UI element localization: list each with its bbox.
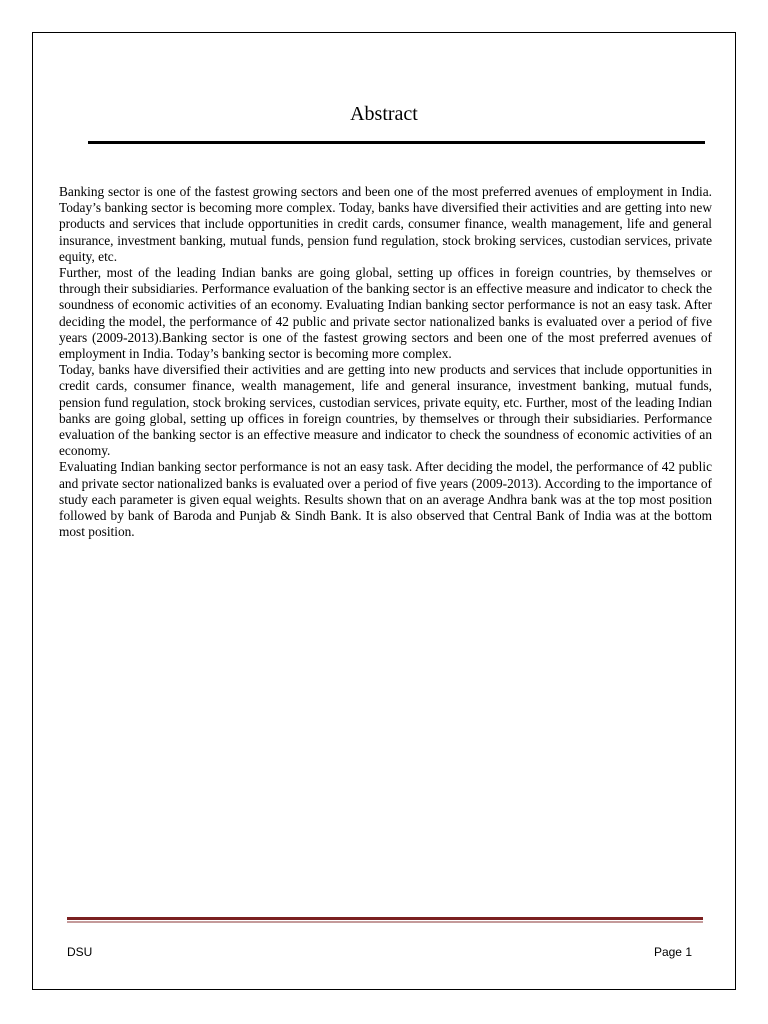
page-title: Abstract — [350, 103, 418, 125]
abstract-paragraph-4: Evaluating Indian banking sector performance is not an easy task. After deciding the model, the performance of 42 public and private sector nationalized banks is evaluated over a period of five years (2009-2013). According to the importance of study each parameter is given equal weights. Results shown that on an average Andhra bank was at the top most position followed by bank of Baroda and Punjab & Sindh Bank. It is also observed that Central Bank of India was at the bottom most position. — [59, 459, 712, 540]
footer-rule — [67, 917, 703, 920]
abstract-paragraph-2: Further, most of the leading Indian banks are going global, setting up offices in foreign countries, by themselves or through their subsidiaries. Performance evaluation of the banking sector is an effective measure and indicator to check the soundness of economic activities of an economy. Evaluating Indian banking sector performance is not an easy task. After deciding the model, the performance of 42 public and private sector nationalized banks is evaluated over a period of five years (2009-2013).Banking sector is one of the fastest growing sectors and been one of the most preferred avenues of employment in India. Today’s banking sector is becoming more complex. — [59, 265, 712, 362]
abstract-paragraph-3: Today, banks have diversified their activities and are getting into new products and services that include opportunities in credit cards, consumer finance, wealth management, life and general insurance, investment banking, mutual funds, pension fund regulation, stock broking services, custodian services, private equity, etc. Further, most of the leading Indian banks are going global, setting up offices in foreign countries, by themselves or through their subsidiaries. Performance evaluation of the banking sector is an effective measure and indicator to check the soundness of economic activities of an economy. — [59, 362, 712, 459]
footer-rule-shadow — [67, 921, 703, 923]
abstract-paragraph-1: Banking sector is one of the fastest growing sectors and been one of the most preferred avenues of employment in India. Today’s banking sector is becoming more complex. Today, banks have diversified their activities and are getting into new products and services that include opportunities in credit cards, consumer finance, wealth management, life and general insurance, investment banking, mutual funds, pension fund regulation, stock broking services, custodian services, private equity, etc. — [59, 184, 712, 264]
page-number: Page 1 — [653, 945, 692, 959]
abstract-body — [59, 184, 712, 540]
footer-left-text: DSU — [67, 945, 93, 959]
title-rule — [88, 141, 705, 144]
